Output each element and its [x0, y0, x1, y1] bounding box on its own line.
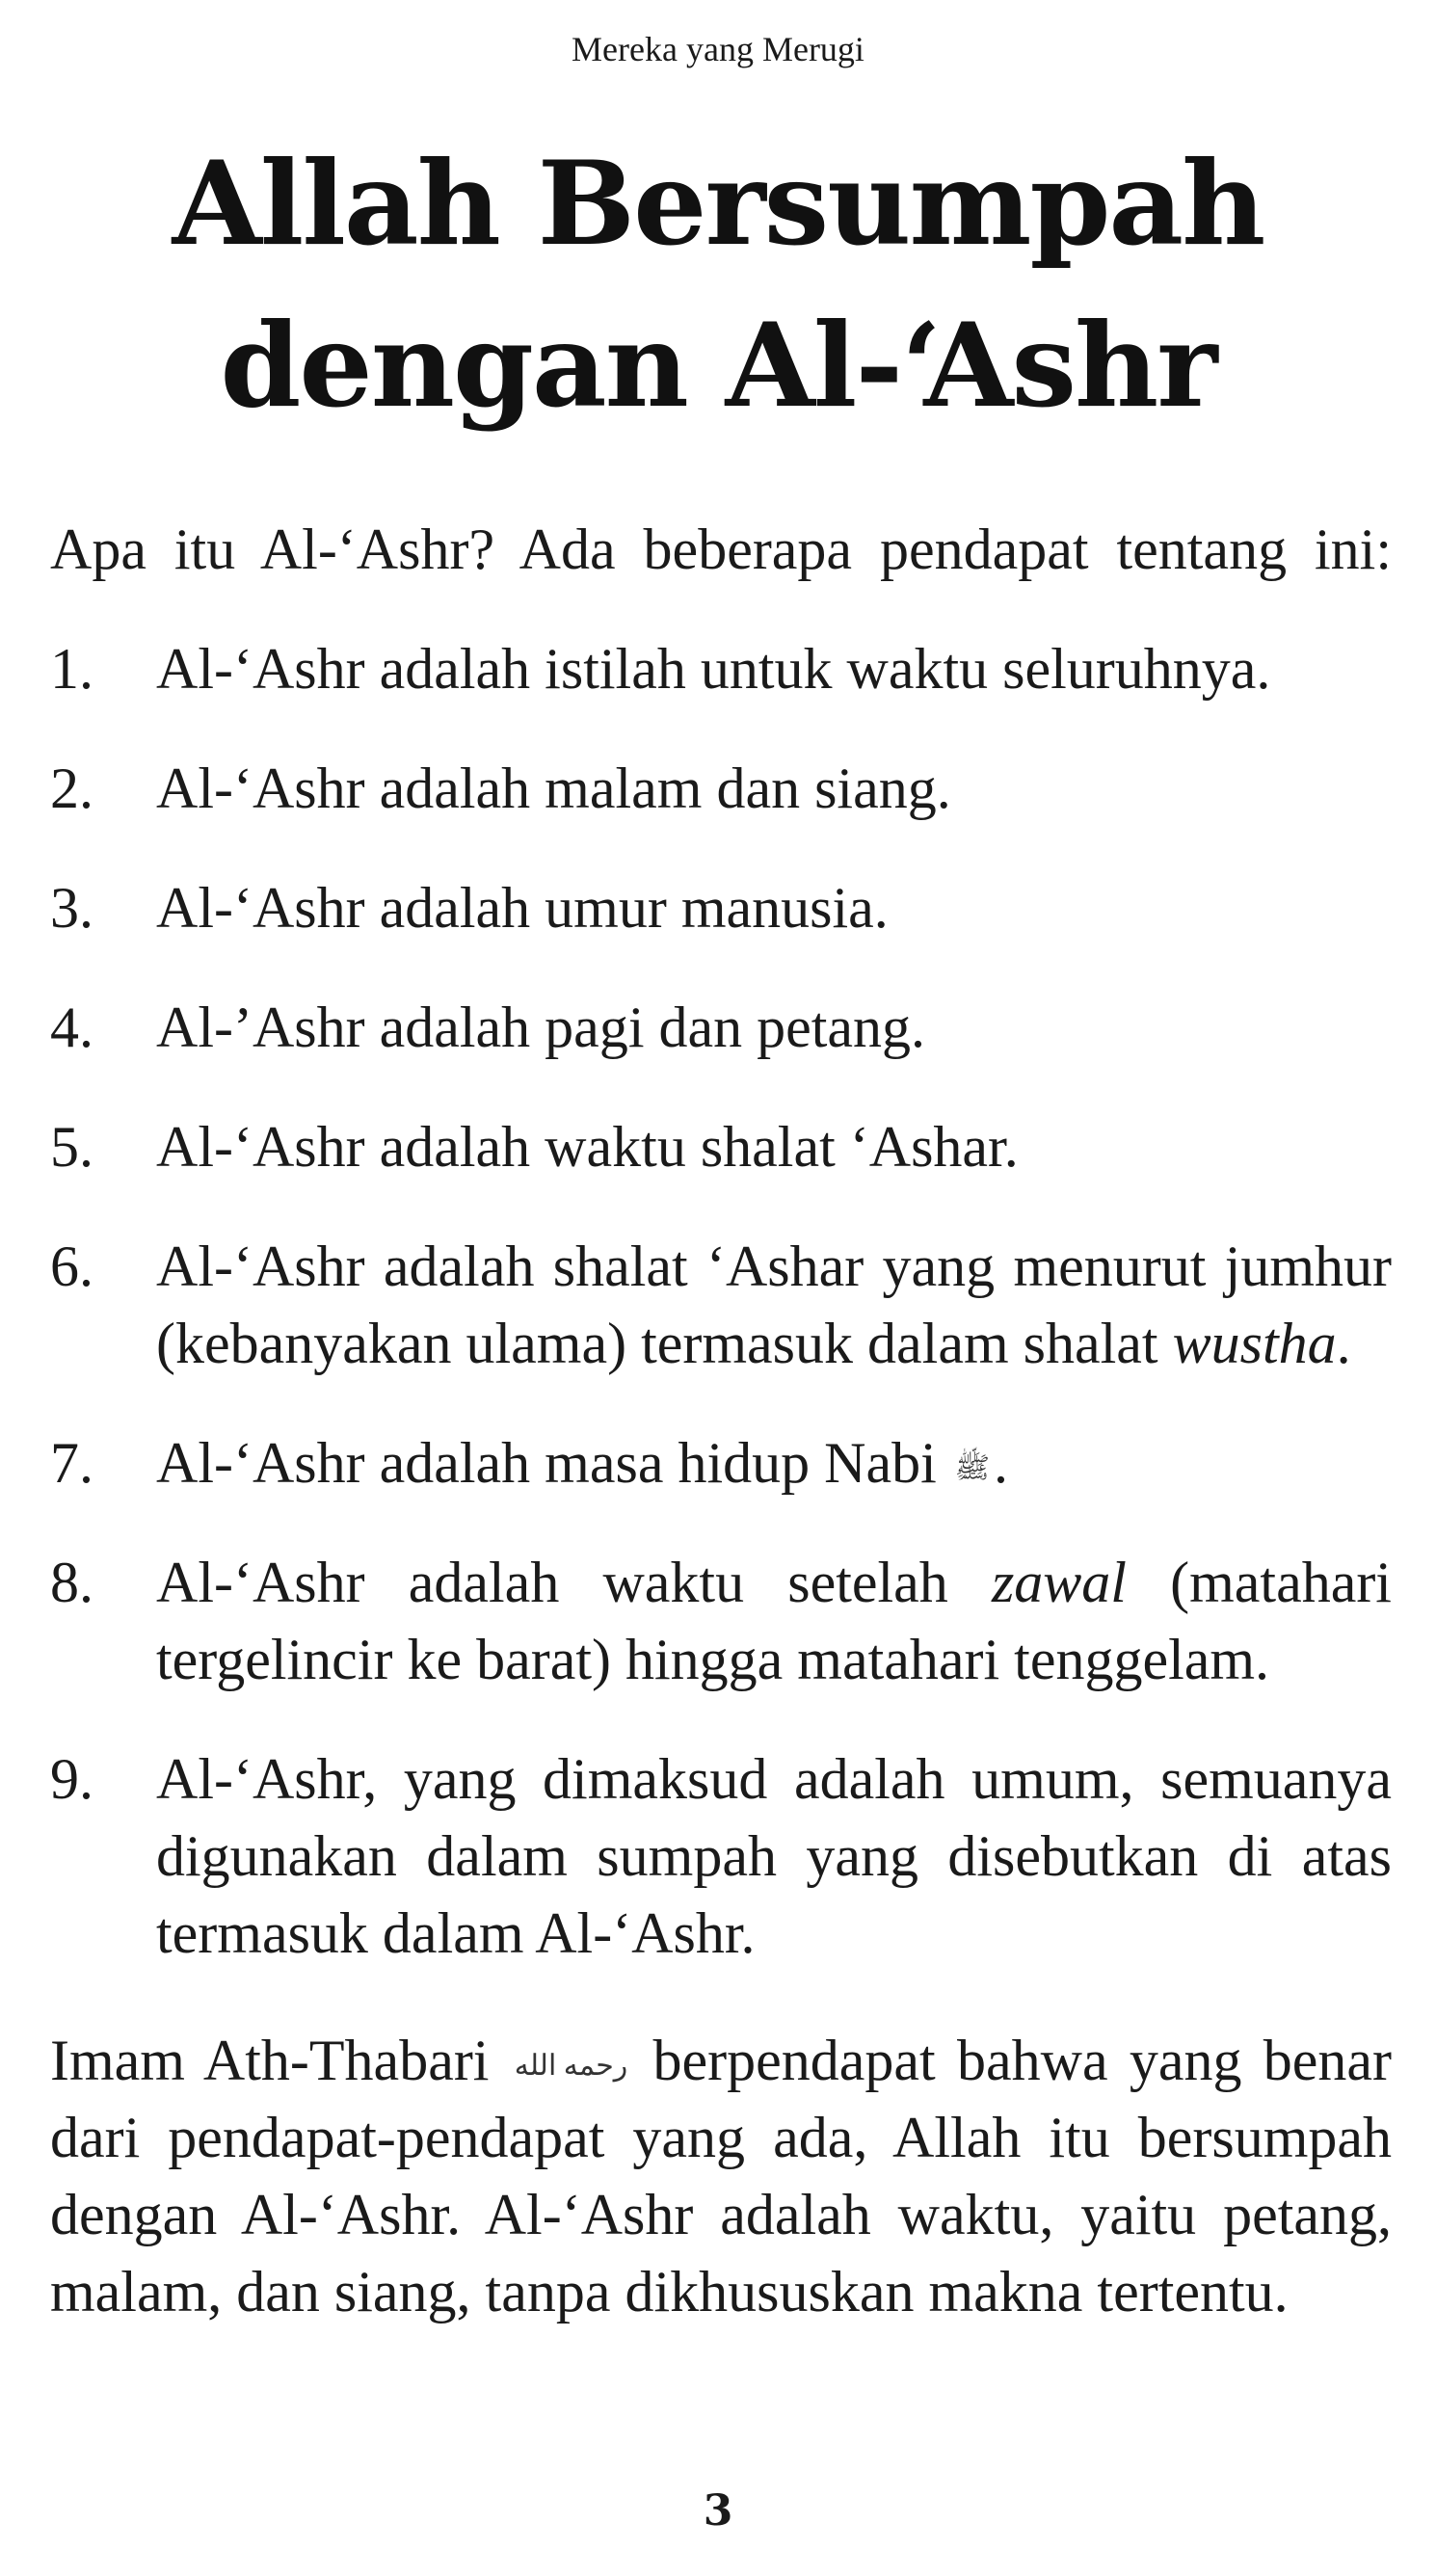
- running-header: Mereka yang Merugi: [572, 30, 864, 68]
- list-text: Al-‘Ashr adalah istilah untuk waktu seluruhnya.: [156, 637, 1271, 701]
- list-text-part: Al-‘Ashr adalah masa hidup Nabi: [156, 1431, 937, 1495]
- closing-text-part: berpendapat bahwa yang benar dari pendapat-pendapat yang ada, Allah itu bersumpah dengan Al-‘Ashr. Al-‘Ashr adalah waktu, yaitu petang, malam, dan siang, tanpa dikhususkan makna tertentu.: [50, 2029, 1393, 2324]
- list-item: [50, 630, 1392, 707]
- list-text: [156, 1544, 1392, 1698]
- chapter-title-line-2: dengan Al-‘Ashr: [220, 298, 1216, 434]
- list-number: 3.: [50, 876, 93, 940]
- list-item: [50, 1740, 1392, 1972]
- list-text: Al-’Ashr adalah pagi dan petang.: [156, 996, 926, 1059]
- list-item: [50, 1108, 1392, 1185]
- opinion-list: [50, 630, 1392, 1972]
- italic-term: zawal: [991, 1551, 1127, 1614]
- list-number: 2.: [50, 757, 93, 820]
- list-text-part: .: [994, 1431, 1009, 1495]
- list-text: [156, 1228, 1392, 1382]
- list-text: Al-‘Ashr adalah malam dan siang.: [156, 757, 951, 820]
- intro-paragraph: Apa itu Al-‘Ashr? Ada beberapa pendapat tentang ini:: [50, 518, 1392, 581]
- list-number: 7.: [50, 1431, 93, 1495]
- list-item: [50, 1424, 1392, 1501]
- list-text-part: (matahari tergelincir ke barat) hingga matahari tenggelam.: [156, 1551, 1392, 1691]
- list-item: [50, 1228, 1392, 1382]
- body-text: [50, 511, 1392, 2330]
- rahimahullah-honorific: رحمه الله: [514, 2050, 628, 2083]
- list-text: [156, 1424, 1392, 1501]
- list-item: [50, 869, 1392, 946]
- list-number: 8.: [50, 1551, 93, 1614]
- closing-paragraph: [50, 2022, 1392, 2330]
- list-text: Al-‘Ashr, yang dimaksud adalah umum, semuanya digunakan dalam sumpah yang disebutkan di atas termasuk dalam Al-‘Ashr.: [156, 1747, 1392, 1965]
- list-text-part: Al-‘Ashr adalah waktu setelah: [156, 1551, 992, 1614]
- list-text-part: Al-‘Ashr adalah shalat ‘Ashar yang menurut jumhur (kebanyakan ulama) termasuk dalam shalat: [156, 1235, 1392, 1375]
- list-number: 9.: [50, 1747, 93, 1811]
- list-number: 4.: [50, 996, 93, 1059]
- salawat-honorific: ﷺ: [954, 1452, 991, 1485]
- list-number: 6.: [50, 1235, 93, 1298]
- page-number: 3: [703, 2486, 733, 2536]
- chapter-title-line-1: Allah Bersumpah: [172, 136, 1264, 272]
- list-text: Al-‘Ashr adalah umur manusia.: [156, 876, 889, 940]
- list-text-part: .: [1336, 1312, 1351, 1375]
- closing-text-part: Imam Ath-Thabari: [50, 2029, 490, 2092]
- list-number: 1.: [50, 637, 93, 701]
- chapter-title: [0, 123, 1436, 447]
- list-item: [50, 1544, 1392, 1698]
- list-number: 5.: [50, 1115, 93, 1179]
- list-text: Al-‘Ashr adalah waktu shalat ‘Ashar.: [156, 1115, 1019, 1179]
- italic-term: wustha: [1172, 1312, 1337, 1375]
- list-item: [50, 989, 1392, 1066]
- list-item: [50, 750, 1392, 827]
